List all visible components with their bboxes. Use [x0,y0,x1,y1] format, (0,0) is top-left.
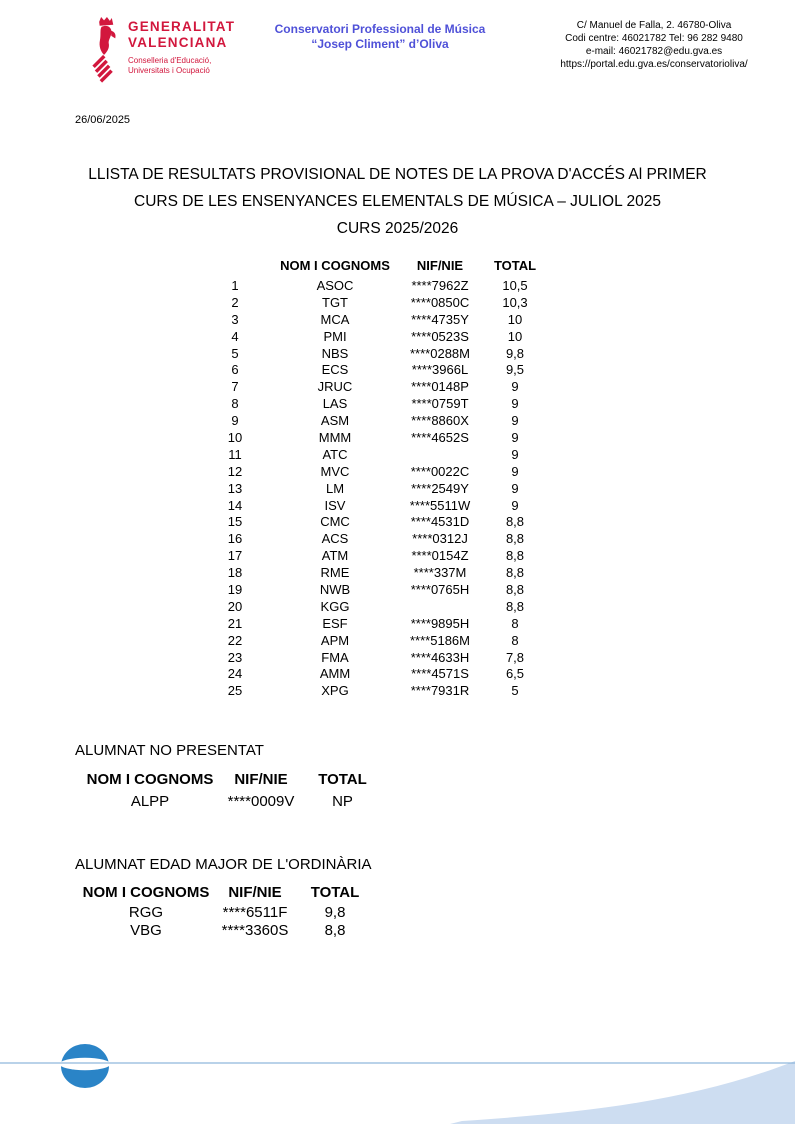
cell-total: 9 [511,497,519,513]
table-row [200,396,550,413]
cell-total: 8,8 [505,531,525,547]
cell-total: 8,8 [505,598,525,614]
cell-total: NP [332,793,353,810]
no-presentat-table-body [78,793,385,815]
cell-num: 19 [227,582,243,598]
edat-major-table [72,884,380,940]
table-row [200,430,550,447]
cell-name: ECS [321,362,349,378]
logo-name-line1: GENERALITAT [128,19,236,34]
cell-nif [400,599,480,616]
cell-name: MMM [318,430,352,446]
table-row [200,531,550,548]
contact-email: e-mail: 46021782@edu.gva.es [585,46,723,57]
cell-num: 6 [231,362,239,378]
cell-name: ISV [324,497,346,513]
table-row [200,362,550,379]
cell-total: 7,8 [505,649,525,665]
cell-total: 6,5 [505,666,525,682]
header-total: TOTAL [310,884,360,901]
cell-name: CMC [320,514,350,530]
cell-total: 10,5 [502,278,528,293]
school-name-line2: “Josep Climent” d’Oliva [311,37,449,51]
cell-total: 8,8 [505,565,525,581]
cell-name: ACS [321,531,349,547]
table-row [200,464,550,481]
cell-nif: ****3966L [411,362,469,378]
section-no-presentat-title: ALUMNAT NO PRESENTAT [75,742,264,759]
table-row [200,346,550,363]
cell-name: ATC [322,446,348,462]
cell-num: 5 [231,345,239,361]
cell-nif: ****0288M [410,345,470,361]
header-name: NOM I COGNOMS [82,884,210,901]
cell-num: 9 [231,413,239,429]
logo-dept-line1: Conselleria d'Educació, [128,56,212,65]
cell-num: 8 [231,396,239,412]
edat-major-table-header [72,884,380,904]
cell-nif: ****0022C [410,463,470,479]
header-total: TOTAL [318,771,367,788]
no-presentat-table-header [78,771,385,793]
cell-num: 1 [231,278,239,293]
no-presentat-table [78,771,385,815]
cell-nif: ****0009V [227,793,295,810]
table-row [200,599,550,616]
contact-center-tel: Codi centre: 46021782 Tel: 96 282 9480 [565,33,743,44]
title-line2: CURS DE LES ENSENYANCES ELEMENTALS DE MÚSICA – JULIOL 2025 [134,193,661,210]
table-row [72,922,380,940]
table-row [200,650,550,667]
table-row [200,666,550,683]
cell-nif: ****4652S [411,430,469,446]
cell-name: TGT [322,294,348,310]
contact-address: C/ Manuel de Falla, 2. 46780-Oliva [576,20,732,31]
cell-total: 8,8 [505,582,525,598]
footer-horizontal-line [0,1062,795,1063]
cell-num: 21 [227,615,243,631]
cell-total: 8,8 [324,922,346,939]
cell-nif: ****0312J [412,531,468,547]
logo-text [128,16,235,86]
table-row [200,329,550,346]
cell-nif: ****7931R [410,683,470,699]
title-line1: LLISTA DE RESULTATS PROVISIONAL DE NOTES DE LA PROVA D'ACCÉS Al PRIMER [88,166,707,183]
cell-name: RGG [128,904,164,921]
cell-total: 5 [511,683,519,699]
header-nif: NIF/NIE [416,258,464,273]
table-row [200,295,550,312]
cell-name: ESF [322,615,348,631]
header-nif: NIF/NIE [234,771,288,788]
cell-num: 10 [227,430,243,446]
cell-num: 3 [231,311,239,327]
section-edat-major-title: ALUMNAT EDAD MAJOR DE L'ORDINÀRIA [75,856,372,873]
cell-name: ALPP [130,793,170,810]
results-table [200,258,550,700]
table-row [200,379,550,396]
cell-total: 9,8 [324,904,346,921]
cell-total: 8 [511,632,519,648]
table-row [200,548,550,565]
cell-num: 2 [231,294,239,310]
title-line3: CURS 2025/2026 [336,220,459,237]
cell-nif: ****0154Z [411,548,469,564]
cell-total: 10 [507,311,523,327]
table-row [200,278,550,295]
table-row [200,616,550,633]
cell-name: FMA [321,649,349,665]
cell-num: 25 [227,683,243,699]
table-row [200,312,550,329]
table-row [78,793,385,815]
table-row [200,565,550,582]
section-no-presentat [0,742,385,815]
table-row [200,447,550,464]
cell-nif: ****0523S [411,328,469,344]
cell-name: LAS [322,396,348,412]
cell-total: 9 [511,463,519,479]
cell-name: MCA [320,311,350,327]
cell-name: PMI [323,328,347,344]
cell-total: 9,5 [505,362,525,378]
cell-nif [400,447,480,464]
cell-total: 8 [511,615,519,631]
cell-num: 16 [227,531,243,547]
table-row [72,904,380,922]
cell-name: VBG [130,922,162,939]
cell-num: 14 [227,497,243,513]
cell-nif: ****0759T [411,396,469,412]
cell-nif: ****4531D [410,514,470,530]
cell-total: 8,8 [505,548,525,564]
cell-name: LM [325,480,345,496]
results-table-body [200,278,550,700]
cell-nif: ****7962Z [411,278,469,293]
header-nif: NIF/NIE [228,884,282,901]
footer-sphere-band [60,1058,111,1070]
cell-total: 10 [507,328,523,344]
cell-nif: ****2549Y [411,480,469,496]
cell-nif: ****6511F [222,904,288,921]
edat-major-table-body [72,904,380,940]
cell-num: 22 [227,632,243,648]
cell-nif: ****0765H [410,582,470,598]
cell-nif: ****9895H [410,615,470,631]
cell-name: KGG [320,598,350,614]
cell-total: 9 [511,480,519,496]
table-row [200,514,550,531]
cell-name: NBS [321,345,349,361]
cell-nif: ****337M [413,565,467,581]
table-row [200,633,550,650]
cell-total: 10,3 [502,294,528,310]
cell-total: 8,8 [505,514,525,530]
footer-decoration [0,1040,795,1124]
results-table-header [200,258,550,274]
cell-name: XPG [321,683,349,699]
cell-num: 4 [231,328,239,344]
document-date: 26/06/2025 [75,114,131,126]
generalitat-valenciana-logo [90,16,235,86]
table-row [200,481,550,498]
cell-name: MVC [320,463,350,479]
generalitat-emblem-icon [90,16,120,86]
cell-num: 23 [227,649,243,665]
logo-dept-line2: Universitats i Ocupació [128,66,210,75]
cell-num: 12 [227,463,243,479]
cell-name: AMM [319,666,351,682]
cell-name: ATM [321,548,349,564]
cell-nif: ****3360S [221,922,289,939]
cell-num: 11 [228,446,242,462]
table-row [200,498,550,515]
cell-num: 17 [227,548,243,564]
school-name [240,22,520,52]
cell-name: APM [320,632,350,648]
footer-swoosh-shape [450,1061,795,1124]
cell-num: 7 [231,379,239,395]
cell-num: 20 [227,598,243,614]
cell-name: ASM [320,413,350,429]
cell-name: NWB [319,582,351,598]
header-name: NOM I COGNOMS [86,771,214,788]
cell-total: 9 [511,446,519,462]
cell-total: 9,8 [505,345,525,361]
cell-nif: ****0148P [411,379,469,395]
cell-name: ASOC [316,278,354,293]
header-name: NOM I COGNOMS [280,258,390,273]
table-row [200,683,550,700]
cell-nif: ****4633H [410,649,470,665]
cell-name: JRUC [317,379,353,395]
cell-total: 9 [511,430,519,446]
header-num [200,258,270,274]
cell-num: 13 [227,480,243,496]
cell-nif: ****5186M [410,632,470,648]
cell-total: 9 [511,396,519,412]
cell-total: 9 [511,413,519,429]
cell-nif: ****8860X [411,413,469,429]
cell-total: 9 [511,379,519,395]
section-edat-major [0,856,380,940]
cell-nif: ****4735Y [411,311,469,327]
cell-nif: ****4571S [411,666,469,682]
logo-name-line2: VALENCIANA [128,35,228,50]
contact-website: https://portal.edu.gva.es/conservatorioliva/ [560,59,748,70]
contact-info [515,19,793,71]
school-name-line1: Conservatori Professional de Música [274,22,486,36]
document-title [0,161,795,242]
cell-num: 24 [227,666,243,682]
header-total: TOTAL [493,258,537,273]
cell-nif: ****5511W [409,497,471,513]
cell-num: 15 [227,514,243,530]
cell-name: RME [320,565,350,581]
cell-num: 18 [227,565,243,581]
table-row [200,582,550,599]
table-row [200,413,550,430]
cell-nif: ****0850C [410,294,470,310]
